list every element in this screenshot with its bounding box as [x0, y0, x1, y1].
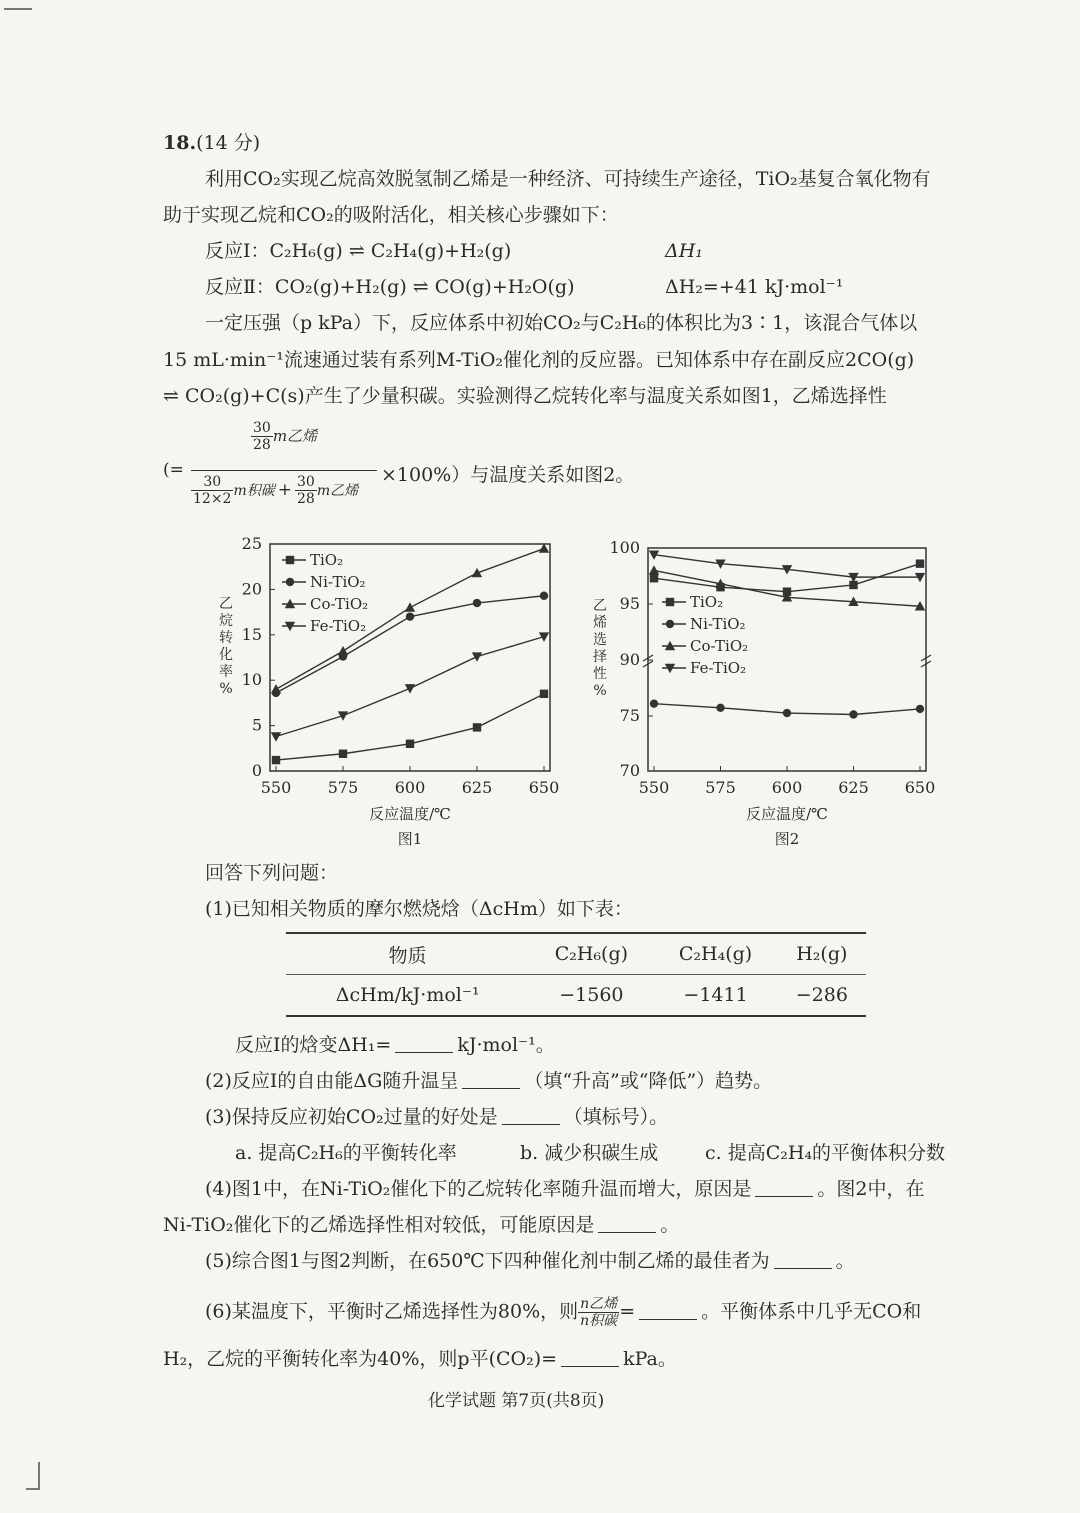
question-header — [163, 130, 260, 156]
y-tick-label: 100 — [609, 538, 640, 557]
q3-text — [205, 1104, 668, 1130]
legend-marker — [286, 556, 294, 564]
data-point — [716, 704, 724, 712]
x-tick-label: 600 — [394, 778, 426, 797]
data-point — [405, 684, 415, 693]
y-tick-label: 95 — [619, 594, 640, 613]
legend-marker — [666, 620, 674, 628]
answer-heading: 回答下列问题： — [205, 862, 339, 884]
corner-mark-bottom-h — [26, 1488, 40, 1490]
q2-answer-blank[interactable] — [462, 1070, 520, 1089]
table-header-cell: 物质 — [286, 933, 529, 975]
q5-answer-blank[interactable] — [774, 1250, 832, 1269]
data-point — [271, 684, 281, 693]
data-point — [473, 599, 481, 607]
legend-label: Fe-TiO₂ — [310, 617, 367, 635]
data-point — [405, 602, 415, 611]
data-point — [472, 568, 482, 577]
q6-fraction — [578, 1296, 619, 1329]
q6-post: 。平衡体系中几乎无CO和 — [701, 1300, 922, 1323]
y-tick-label: 20 — [241, 579, 262, 599]
q4-line2-pre: Ni-TiO₂催化下的乙烯选择性相对较低，可能原因是 — [163, 1214, 595, 1236]
data-point — [783, 709, 791, 717]
y-tick-label: 70 — [619, 761, 640, 780]
data-point — [540, 592, 548, 600]
formula-den-b-coef: $\frac{30}{28}$ — [296, 474, 315, 507]
q3-option-c: c. 提高C₂H₄的平衡体积分数 — [705, 1142, 946, 1164]
data-point — [916, 559, 924, 567]
q2-post: （填“升高”或“降低”）趋势。 — [524, 1070, 773, 1092]
data-point — [339, 750, 347, 758]
question-number: 18. — [163, 132, 197, 154]
data-point — [272, 756, 280, 764]
legend-label: Ni-TiO₂ — [690, 615, 746, 633]
selectivity-formula — [163, 420, 683, 524]
reaction-2-dh: ΔH₂=+41 kJ·mol⁻¹ — [665, 276, 844, 298]
q3-post: （填标号）。 — [563, 1106, 669, 1128]
table-cell: −1560 — [529, 975, 653, 1017]
y-axis-label-char: 乙 — [593, 598, 607, 614]
legend-label: Co-TiO₂ — [310, 595, 369, 613]
condition-line-1: 一定压强（p kPa）下，反应体系中初始CO₂与C₂H₆的体积比为3∶1，该混合气体以 — [205, 312, 918, 334]
data-point — [849, 710, 857, 718]
y-tick-label: 25 — [241, 534, 262, 553]
q4-text — [205, 1176, 924, 1202]
data-point — [271, 732, 281, 741]
formula-numerator — [251, 420, 317, 453]
x-tick-label: 650 — [904, 778, 936, 797]
q6-answer-blank-2[interactable] — [561, 1348, 619, 1367]
q5-pre: (5)综合图1与图2判断，在650℃下四种催化剂中制乙烯的最佳者为 — [205, 1250, 770, 1272]
q4-line2-post: 。 — [660, 1214, 680, 1236]
x-tick-label: 650 — [528, 778, 560, 797]
q1-fill-pre: 反应Ⅰ的焓变ΔH₁= — [235, 1034, 392, 1056]
q6-text — [205, 1296, 921, 1329]
legend-label: TiO₂ — [690, 593, 724, 611]
x-tick-label: 600 — [771, 778, 803, 797]
q1-text: (1)已知相关物质的摩尔燃烧焓（ΔcHm）如下表： — [205, 898, 633, 920]
legend-label: Fe-TiO₂ — [690, 659, 747, 677]
y-axis-label-char: 乙 — [219, 596, 233, 612]
q6-text-line-2 — [163, 1346, 677, 1372]
x-axis-label: 反应温度/℃ — [369, 805, 451, 823]
combustion-table — [286, 932, 866, 1017]
data-point — [650, 574, 658, 582]
table-header-cell: C₂H₆(g) — [529, 933, 653, 975]
q6-pre: (6)某温度下，平衡时乙烯选择性为80%，则 — [205, 1300, 579, 1323]
figure-caption: 图1 — [397, 830, 423, 848]
y-tick-label: 5 — [251, 715, 262, 735]
x-tick-label: 625 — [461, 778, 493, 797]
data-point — [540, 690, 548, 698]
intro-line-1: 利用CO₂实现乙烷高效脱氢制乙烯是一种经济、可持续生产途径，TiO₂基复合氧化物有 — [205, 168, 931, 190]
page-footer: 化学试题 第7页(共8页) — [428, 1391, 605, 1411]
q5-text — [205, 1248, 855, 1274]
legend-label: Co-TiO₂ — [690, 637, 749, 655]
q6-frac-den: n积碳 — [580, 1313, 618, 1329]
y-axis-label-char: 烯 — [593, 615, 607, 631]
y-axis-label-char: % — [219, 681, 233, 697]
y-tick-label: 0 — [251, 761, 262, 780]
x-tick-label: 550 — [260, 778, 292, 797]
q6-line2-pre: H₂，乙烷的平衡转化率为40%，则p平(CO₂)= — [163, 1348, 558, 1370]
y-axis-label-char: 性 — [593, 666, 607, 682]
data-point — [406, 740, 414, 748]
data-point — [472, 652, 482, 661]
formula-num-coef: $\frac{30}{28}$ — [253, 420, 271, 453]
reaction-1-dh: ΔH₁ — [665, 240, 703, 262]
reaction-1: 反应Ⅰ：C₂H₆(g) ⇌ C₂H₄(g)+H₂(g) — [205, 240, 512, 262]
data-point — [916, 705, 924, 713]
formula-den-a-coef: $\frac{30}{12\times 2}$ — [193, 474, 232, 507]
q6-line2-post: kPa。 — [623, 1348, 677, 1370]
table-row — [286, 975, 866, 1017]
y-tick-label: 90 — [619, 650, 640, 669]
q4-answer-blank-2[interactable] — [598, 1214, 656, 1233]
figure-2-chart — [588, 532, 938, 848]
data-point — [406, 612, 414, 620]
q1-fill-post: kJ·mol⁻¹。 — [457, 1034, 555, 1056]
y-axis-label-char: % — [593, 683, 607, 699]
q3-pre: (3)保持反应初始CO₂过量的好处是 — [205, 1106, 498, 1128]
y-axis-label-char: 转 — [219, 630, 233, 646]
q4-answer-blank-1[interactable] — [755, 1178, 813, 1197]
q1-fill — [235, 1032, 555, 1058]
y-tick-label: 15 — [241, 624, 262, 644]
formula-den-plus: + — [277, 480, 292, 500]
legend-label: TiO₂ — [310, 551, 344, 569]
table-header-row — [286, 933, 866, 975]
y-tick-label: 75 — [619, 706, 640, 725]
data-point — [338, 646, 348, 655]
q3-option-b: b. 减少积碳生成 — [520, 1142, 659, 1164]
q5-post: 。 — [835, 1250, 855, 1272]
q4-mid: 。图2中，在 — [817, 1178, 925, 1200]
formula-den-b-var: m乙烯 — [316, 483, 359, 499]
data-point — [649, 565, 659, 574]
figure-caption: 图2 — [774, 830, 800, 848]
formula-den-a-var: m积碳 — [233, 483, 275, 499]
question-score: (14 分) — [196, 132, 261, 154]
legend-marker — [666, 598, 674, 606]
x-tick-label: 575 — [705, 778, 736, 797]
formula-tail: ×100%）与温度关系如图2。 — [381, 464, 635, 486]
table-cell: −286 — [778, 975, 866, 1017]
reaction-2: 反应Ⅱ：CO₂(g)+H₂(g) ⇌ CO(g)+H₂O(g) — [205, 276, 575, 298]
x-axis-label: 反应温度/℃ — [746, 805, 828, 823]
legend-label: Ni-TiO₂ — [310, 573, 366, 591]
q4-pre: (4)图1中，在Ni-TiO₂催化下的乙烷转化率随升温而增大，原因是 — [205, 1178, 752, 1200]
formula-lead: (= — [163, 460, 184, 480]
y-tick-label: 10 — [241, 670, 262, 690]
legend-marker — [286, 578, 294, 586]
corner-mark-top — [4, 8, 32, 10]
q6-eq: = — [619, 1300, 636, 1323]
formula-num-var: m乙烯 — [272, 427, 318, 445]
table-header-cell: H₂(g) — [778, 933, 866, 975]
formula-main-bar — [191, 470, 377, 471]
y-axis-label-char: 择 — [593, 649, 607, 665]
condition-line-3: ⇌ CO₂(g)+C(s)产生了少量积碳。实验测得乙烷转化率与温度关系如图1，乙烯选择性 — [163, 385, 887, 407]
corner-mark-bottom — [38, 1462, 40, 1488]
data-point — [650, 699, 658, 707]
table-header-cell: C₂H₄(g) — [653, 933, 777, 975]
table-cell: −1411 — [653, 975, 777, 1017]
q2-text — [205, 1068, 772, 1094]
intro-line-2: 助于实现乙烷和CO₂的吸附活化，相关核心步骤如下： — [163, 204, 619, 226]
x-tick-label: 625 — [838, 778, 869, 797]
q6-answer-blank-1[interactable] — [639, 1301, 697, 1320]
y-axis-label-char: 率 — [219, 664, 233, 680]
q3-option-a: a. 提高C₂H₆的平衡转化率 — [235, 1142, 457, 1164]
x-tick-label: 575 — [327, 778, 359, 797]
table-row-label: ΔcHm/kJ·mol⁻¹ — [286, 975, 529, 1017]
data-point — [473, 723, 481, 731]
condition-line-2: 15 mL·min⁻¹流速通过装有系列M-TiO₂催化剂的反应器。已知体系中存在副反应2CO(g) — [163, 349, 915, 371]
series-line — [276, 694, 544, 760]
q2-pre: (2)反应Ⅰ的自由能ΔG随升温呈 — [205, 1070, 459, 1092]
q4-text-line-2 — [163, 1212, 679, 1238]
q1-answer-blank[interactable] — [395, 1034, 453, 1053]
y-axis-label-char: 化 — [219, 647, 233, 663]
y-axis-label-char: 烷 — [219, 613, 233, 629]
q3-answer-blank[interactable] — [502, 1106, 560, 1125]
q6-frac-num: n乙烯 — [580, 1296, 618, 1312]
figure-1-chart — [200, 532, 560, 848]
y-axis-label-char: 选 — [593, 632, 607, 648]
formula-denominator — [191, 474, 358, 507]
x-tick-label: 550 — [638, 778, 670, 797]
